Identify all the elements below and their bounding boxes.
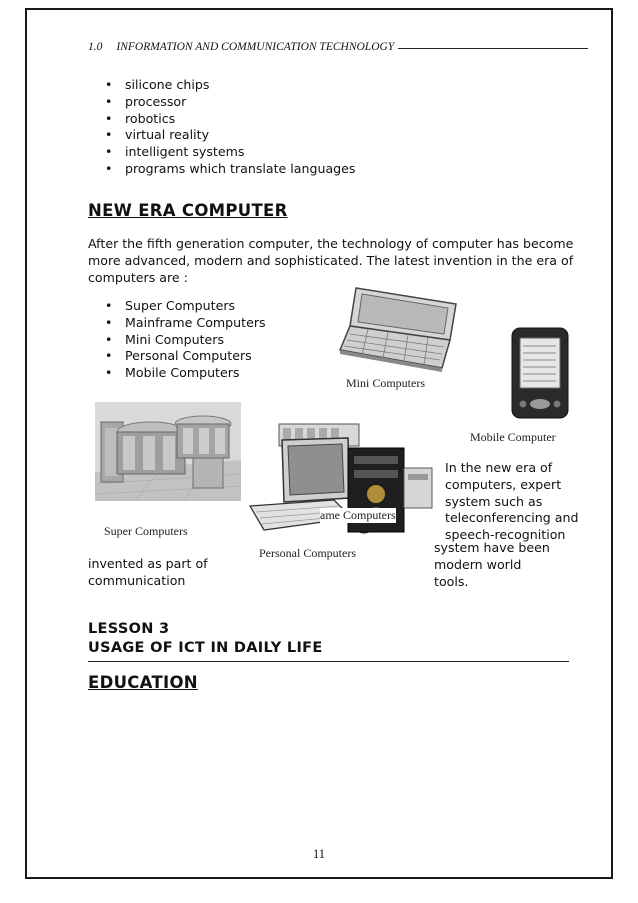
- mini-computer-image: [338, 284, 462, 376]
- mini-computers-caption: Mini Computers: [346, 376, 426, 390]
- text-line: tools.: [434, 573, 469, 589]
- personal-computer-image: [244, 432, 434, 540]
- running-header: [88, 38, 588, 56]
- text-line: modern world: [434, 556, 522, 572]
- lesson-rule: [88, 661, 569, 662]
- text-line: In the new era of: [445, 460, 553, 475]
- list-item: • Mainframe Computers: [105, 315, 266, 332]
- chapter-title: INFORMATION AND COMMUNICATION TECHNOLOGY: [116, 41, 395, 53]
- mobile-computer-image: [508, 326, 572, 420]
- page-number: 11: [312, 847, 326, 861]
- super-computers-caption: Super Computers: [104, 524, 188, 538]
- lesson-number: LESSON 3: [88, 621, 170, 637]
- text-line: system such as: [445, 493, 543, 509]
- list-item: • Mini Computers: [105, 332, 266, 349]
- fifth-gen-list: [105, 77, 356, 178]
- left-text-block: [88, 556, 208, 590]
- text-line: teleconferencing and: [445, 510, 579, 526]
- list-item: • programs which translate languages: [105, 161, 356, 178]
- paragraph-line: computers are :: [88, 269, 188, 285]
- right-text-block: [445, 460, 578, 544]
- list-item: • Super Computers: [105, 298, 266, 315]
- text-line: communication: [88, 572, 186, 588]
- list-item: • virtual reality: [105, 127, 356, 144]
- paragraph-line: After the fifth generation computer, the technology of computer has become: [88, 236, 574, 251]
- list-item: • processor: [105, 94, 356, 111]
- mainframe-computers-caption: ame Computers: [320, 508, 396, 522]
- text-line: computers, expert: [445, 476, 562, 492]
- text-line: speech-recognition: [445, 527, 566, 543]
- list-item: • Personal Computers: [105, 348, 266, 365]
- text-line: system have been: [434, 540, 550, 555]
- list-item: • silicone chips: [105, 77, 356, 94]
- text-line: invented as part of: [88, 556, 208, 571]
- list-item: • robotics: [105, 111, 356, 128]
- personal-computers-caption: Personal Computers: [259, 546, 356, 560]
- education-heading: EDUCATION: [88, 673, 198, 692]
- lesson-title: USAGE OF ICT IN DAILY LIFE: [88, 640, 323, 656]
- list-item: • Mobile Computers: [105, 365, 266, 382]
- new-era-heading: NEW ERA COMPUTER: [88, 201, 288, 220]
- computer-types-list: [105, 298, 266, 382]
- paragraph-line: more advanced, modern and sophisticated. The latest invention in the era of: [88, 252, 574, 268]
- mobile-computer-caption: Mobile Computer: [470, 430, 556, 444]
- new-era-paragraph: [88, 236, 588, 286]
- header-rule: [398, 48, 588, 49]
- right-text-block-lower: [434, 540, 550, 590]
- super-computer-image: [95, 402, 241, 501]
- list-item: • intelligent systems: [105, 144, 356, 161]
- chapter-number: 1.0: [88, 41, 103, 53]
